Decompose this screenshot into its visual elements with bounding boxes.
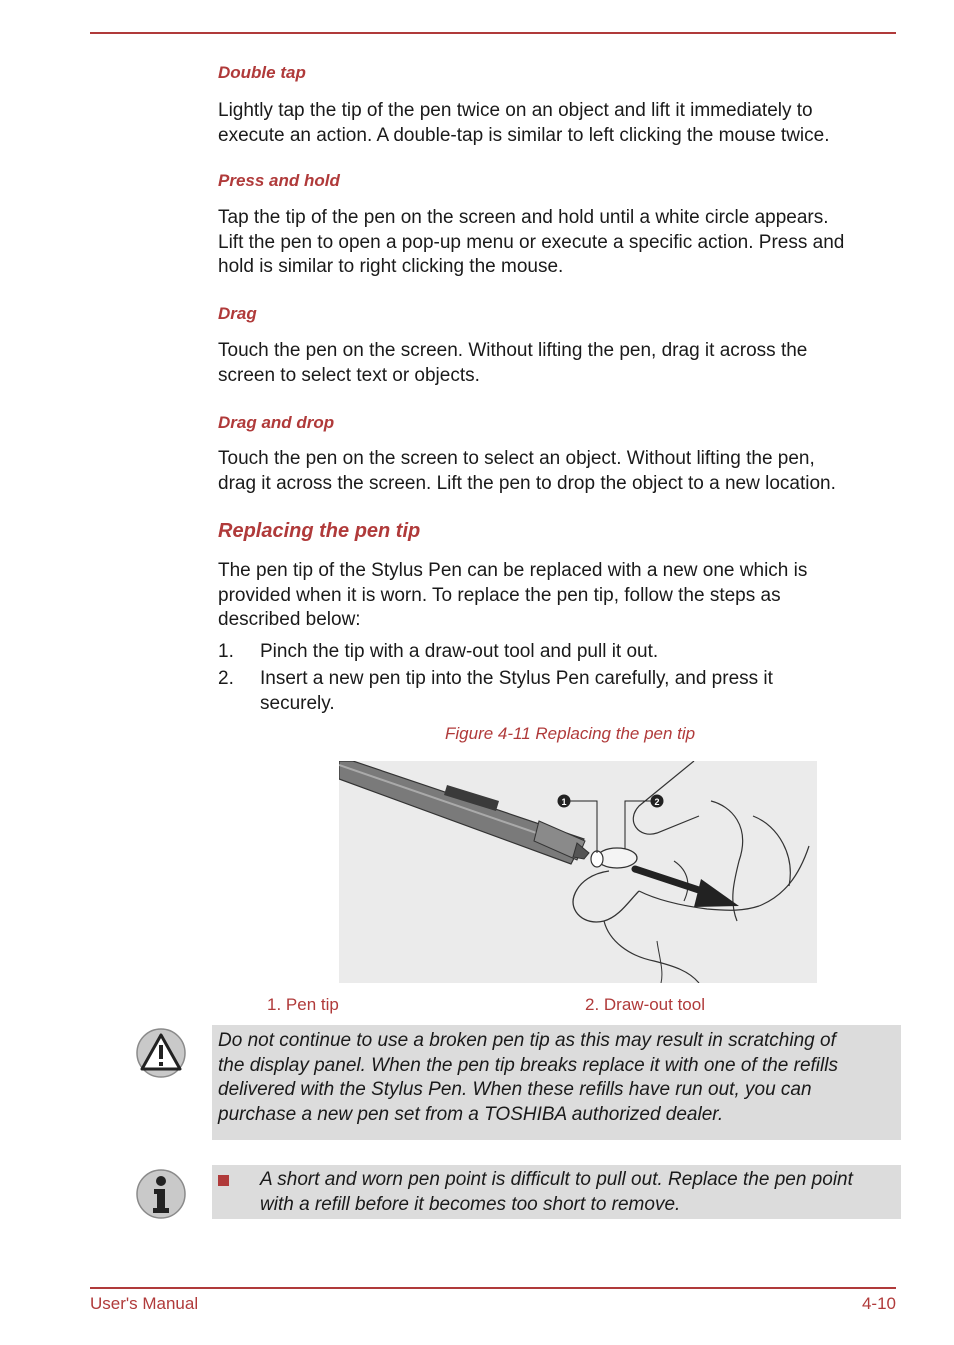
text-line: Insert a new pen tip into the Stylus Pen carefully, and press it — [260, 668, 773, 689]
callout-label-2: 2 — [654, 797, 660, 807]
text-line: Pinch the tip with a draw-out tool and pull it out. — [260, 641, 659, 662]
header-rule — [90, 32, 896, 34]
text-line: Lightly tap the tip of the pen twice on an object and lift it immediately to — [218, 100, 813, 121]
text-line: screen to select text or objects. — [218, 364, 480, 386]
legend-draw-out-tool: 2. Draw-out tool — [585, 995, 705, 1014]
text-line: hold is similar to right clicking the mouse. — [218, 256, 564, 277]
text-line: described below: — [218, 609, 361, 630]
hand-pulling-pen-tip-image — [339, 761, 817, 983]
text-line: Tap the tip of the pen on the screen and hold until a white circle appears. — [218, 207, 829, 228]
paragraph-double-tap — [218, 99, 898, 148]
figure-caption: Figure 4-11 Replacing the pen tip — [445, 724, 696, 743]
pen-tip-illustration — [339, 761, 817, 983]
text-line: Lift the pen to open a pop-up menu or execute a specific action. Press and — [218, 231, 845, 253]
heading-press-and-hold: Press and hold — [218, 171, 340, 190]
step-text-1 — [260, 640, 860, 665]
bullet-square — [218, 1175, 229, 1186]
callout-label-1: 1 — [561, 797, 567, 807]
step-number-1: 1. — [218, 641, 234, 662]
text-line: Touch the pen on the screen to select an object. Without lifting the pen, — [218, 448, 815, 469]
warning-triangle-icon — [135, 1027, 187, 1084]
text-line: drag it across the screen. Lift the pen to drop the object to a new location. — [218, 472, 836, 494]
info-icon — [135, 1168, 187, 1225]
text-line: The pen tip of the Stylus Pen can be replaced with a new one which is — [218, 560, 808, 581]
paragraph-press-and-hold — [218, 206, 898, 280]
heading-drag: Drag — [218, 304, 257, 323]
text-line: with a refill before it becomes too short to remove. — [260, 1193, 681, 1215]
footer-title: User's Manual — [90, 1294, 199, 1313]
text-line: the display panel. When the pen tip breaks replace it with one of the refills — [218, 1054, 838, 1076]
page-number: 4-10 — [861, 1294, 896, 1313]
legend-pen-tip: 1. Pen tip — [267, 995, 339, 1014]
text-line: execute an action. A double-tap is similar to left clicking the mouse twice. — [218, 124, 830, 146]
text-line: securely. — [260, 692, 335, 714]
paragraph-drag — [218, 339, 898, 388]
heading-drag-and-drop: Drag and drop — [218, 413, 335, 432]
paragraph-replacing-intro — [218, 559, 898, 633]
text-line: provided when it is worn. To replace the pen tip, follow the steps as — [218, 584, 781, 606]
text-line: purchase a new pen set from a TOSHIBA authorized dealer. — [218, 1103, 724, 1125]
step-number-2: 2. — [218, 668, 234, 689]
text-line: Touch the pen on the screen. Without lifting the pen, drag it across the — [218, 340, 808, 361]
text-line: delivered with the Stylus Pen. When these refills have run out, you can — [218, 1079, 812, 1100]
text-line: A short and worn pen point is difficult to pull out. Replace the pen point — [260, 1169, 853, 1190]
text-line: Do not continue to use a broken pen tip as this may result in scratching of — [218, 1030, 836, 1051]
step-text-2 — [260, 667, 860, 716]
paragraph-drag-and-drop — [218, 447, 898, 496]
heading-double-tap: Double tap — [218, 63, 306, 82]
warning-text — [218, 1029, 900, 1127]
heading-replacing-pen-tip: Replacing the pen tip — [218, 520, 421, 542]
footer-rule — [90, 1287, 896, 1289]
note-text — [260, 1168, 900, 1217]
